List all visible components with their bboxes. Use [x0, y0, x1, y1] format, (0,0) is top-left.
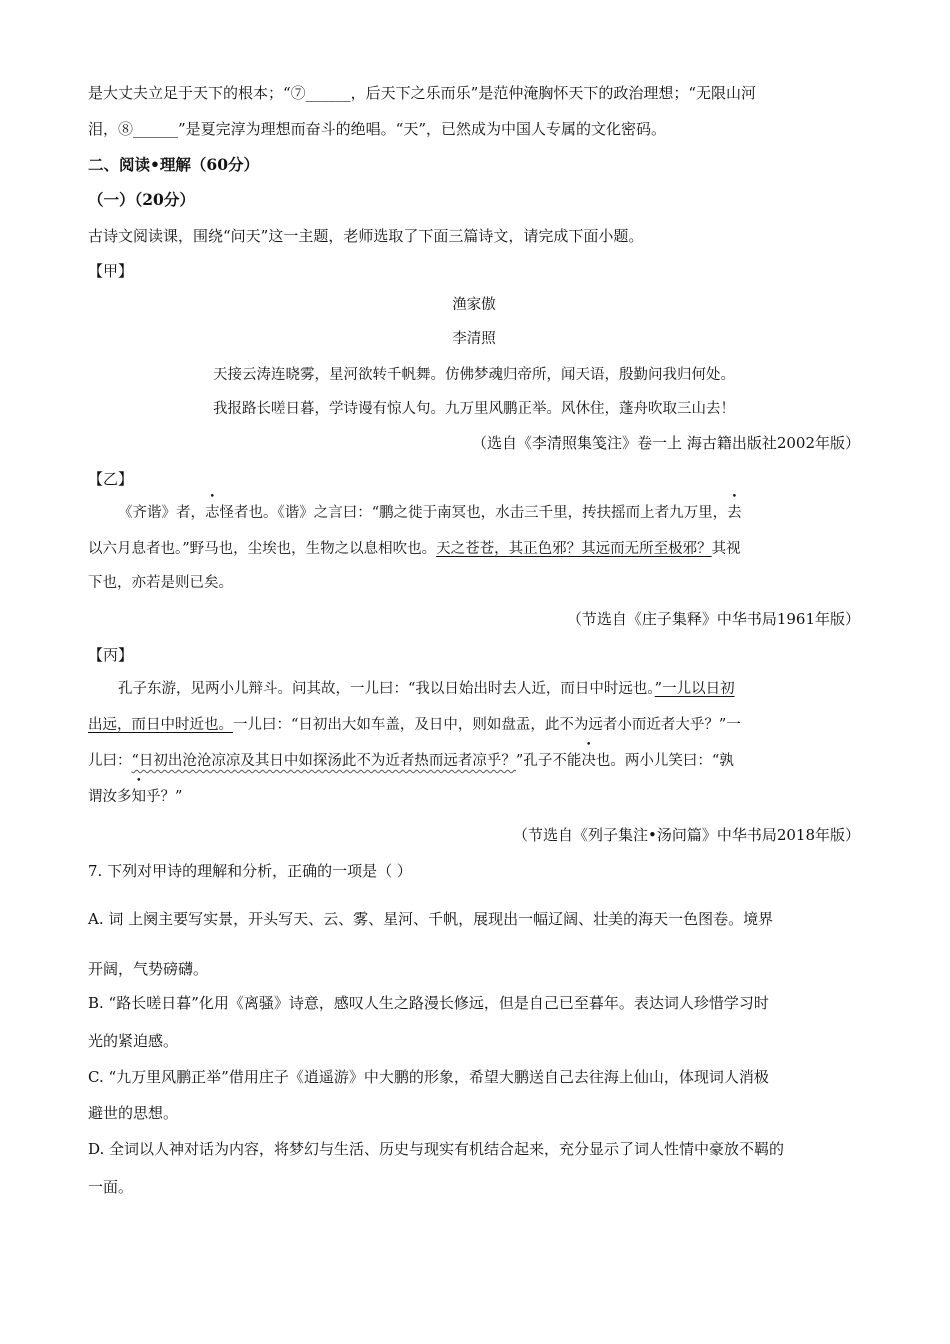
yi-source: （节选自《庄子集释》中华书局1961年版）: [566, 610, 860, 628]
jia-label: 【甲】: [88, 262, 134, 280]
option-a-line-2: 开阔，气势磅礴。: [88, 960, 209, 978]
wavy-underlined-sentence: “日初出沧沧凉凉及其日中如探汤此不为近者热而远者凉乎？: [131, 753, 516, 769]
yi-text: 其视: [711, 541, 741, 557]
bing-text: 儿曰：: [88, 753, 132, 769]
dotted-word-jue: 决: [581, 753, 596, 769]
option-b-line-2: 光的紧迫感。: [88, 1032, 179, 1050]
bing-text: ”孔子不能: [515, 753, 582, 769]
yi-line-2: [88, 538, 860, 560]
bing-source: （节选自《列子集注•汤问篇》中华书局2018年版）: [512, 826, 860, 844]
yi-line-1: [88, 502, 860, 524]
bing-label: 【丙】: [88, 646, 134, 664]
instruction-text: 古诗文阅读课，围绕“问天”这一主题，老师选取了下面三篇诗文，请完成下面小题。: [88, 227, 644, 245]
option-b-line-1: B. “路长嗟日暮”化用《离骚》诗意，感叹人生之路漫长修远，但是自己已至暮年。表达词人珍惜学习时: [88, 994, 769, 1012]
bing-text: 谓汝多: [88, 789, 132, 805]
bing-text: 也。两小儿笑曰：“孰: [595, 753, 734, 769]
yi-text: 怪者也。《谐》之言曰：“鹏之徙于南冥也，水击三千里，抟扶摇而上者九万里，: [219, 505, 728, 521]
bing-text: 一儿曰：“日初出大如车盖，及日中，则如盘盂，此不为远者小而近者大乎？”一: [233, 717, 741, 733]
dotted-word-zhi2: 知: [131, 789, 146, 805]
yi-text: 以六月息者也。”野马也，尘埃也，生物之以息相吹也。: [88, 541, 437, 557]
section-title: 二、阅读•理解（60分）: [88, 155, 259, 174]
subsection-title: （一）（20分）: [88, 190, 195, 209]
intro-line-1: 是大丈夫立足于天下的根本；“⑦______，后天下之乐而乐”是范仲淹胸怀天下的政治理想；“无限山河: [88, 84, 757, 102]
option-c-line-2: 避世的思想。: [88, 1104, 179, 1122]
dotted-word-qu: 去: [727, 505, 742, 521]
bing-text: 孔子东游，见两小儿辩斗。问其故，一儿曰：“我以日始出时去人近，而日中时远也。: [118, 681, 655, 697]
dotted-word-zhi: 志: [205, 505, 220, 521]
intro-line-2: 泪，⑧______”是夏完淳为理想而奋斗的绝唱。“天”，已然成为中国人专属的文化密码。: [88, 120, 667, 138]
option-c-line-1: C. “九万里风鹏正举”借用庄子《逍遥游》中大鹏的形象，希望大鹏送自己去往海上仙山，体现词人消极: [88, 1068, 769, 1086]
underlined-sentence: ”一儿以日初: [654, 681, 735, 697]
poem-line-2: 我报路长嗟日暮，学诗谩有惊人句。九万里风鹏正举。风休住，蓬舟吹取三山去！: [213, 401, 735, 417]
bing-line-2: [88, 714, 860, 736]
bing-line-4: [88, 786, 860, 808]
yi-text: 《齐谐》者，: [118, 505, 205, 521]
option-a-line-1: A. 词 上阕主要写实景，开头写天、云、雾、星河、千帆，展现出一幅辽阔、壮美的海天一色图卷。境界: [88, 910, 774, 928]
poem-title: 渔家傲: [452, 297, 496, 313]
yi-line-3: 下也，亦若是则已矣。: [88, 575, 233, 591]
yi-label: 【乙】: [88, 470, 134, 488]
option-d-line-1: D. 全词以人神对话为内容，将梦幻与生活、历史与现实有机结合起来，充分显示了词人性情中豪放不羁的: [88, 1140, 785, 1158]
poem-line-1: 天接云涛连晓雾，星河欲转千帆舞。仿佛梦魂归帝所，闻天语，殷勤问我归何处。: [213, 367, 735, 383]
bing-line-3: [88, 750, 860, 772]
question-7-stem: 7. 下列对甲诗的理解和分析，正确的一项是（ ）: [88, 862, 412, 880]
underlined-sentence: 天之苍苍，其正色邪？其远而无所至极邪？: [436, 541, 712, 557]
underlined-sentence: 出远，而日中时近也。: [88, 717, 233, 733]
bing-text: 乎？”: [146, 789, 183, 805]
option-d-line-2: 一面。: [88, 1178, 134, 1196]
bing-line-1: [88, 678, 860, 700]
jia-source: （选自《李清照集笺注》卷一上 海古籍出版社2002年版）: [472, 434, 860, 452]
poem-author: 李清照: [452, 331, 496, 347]
